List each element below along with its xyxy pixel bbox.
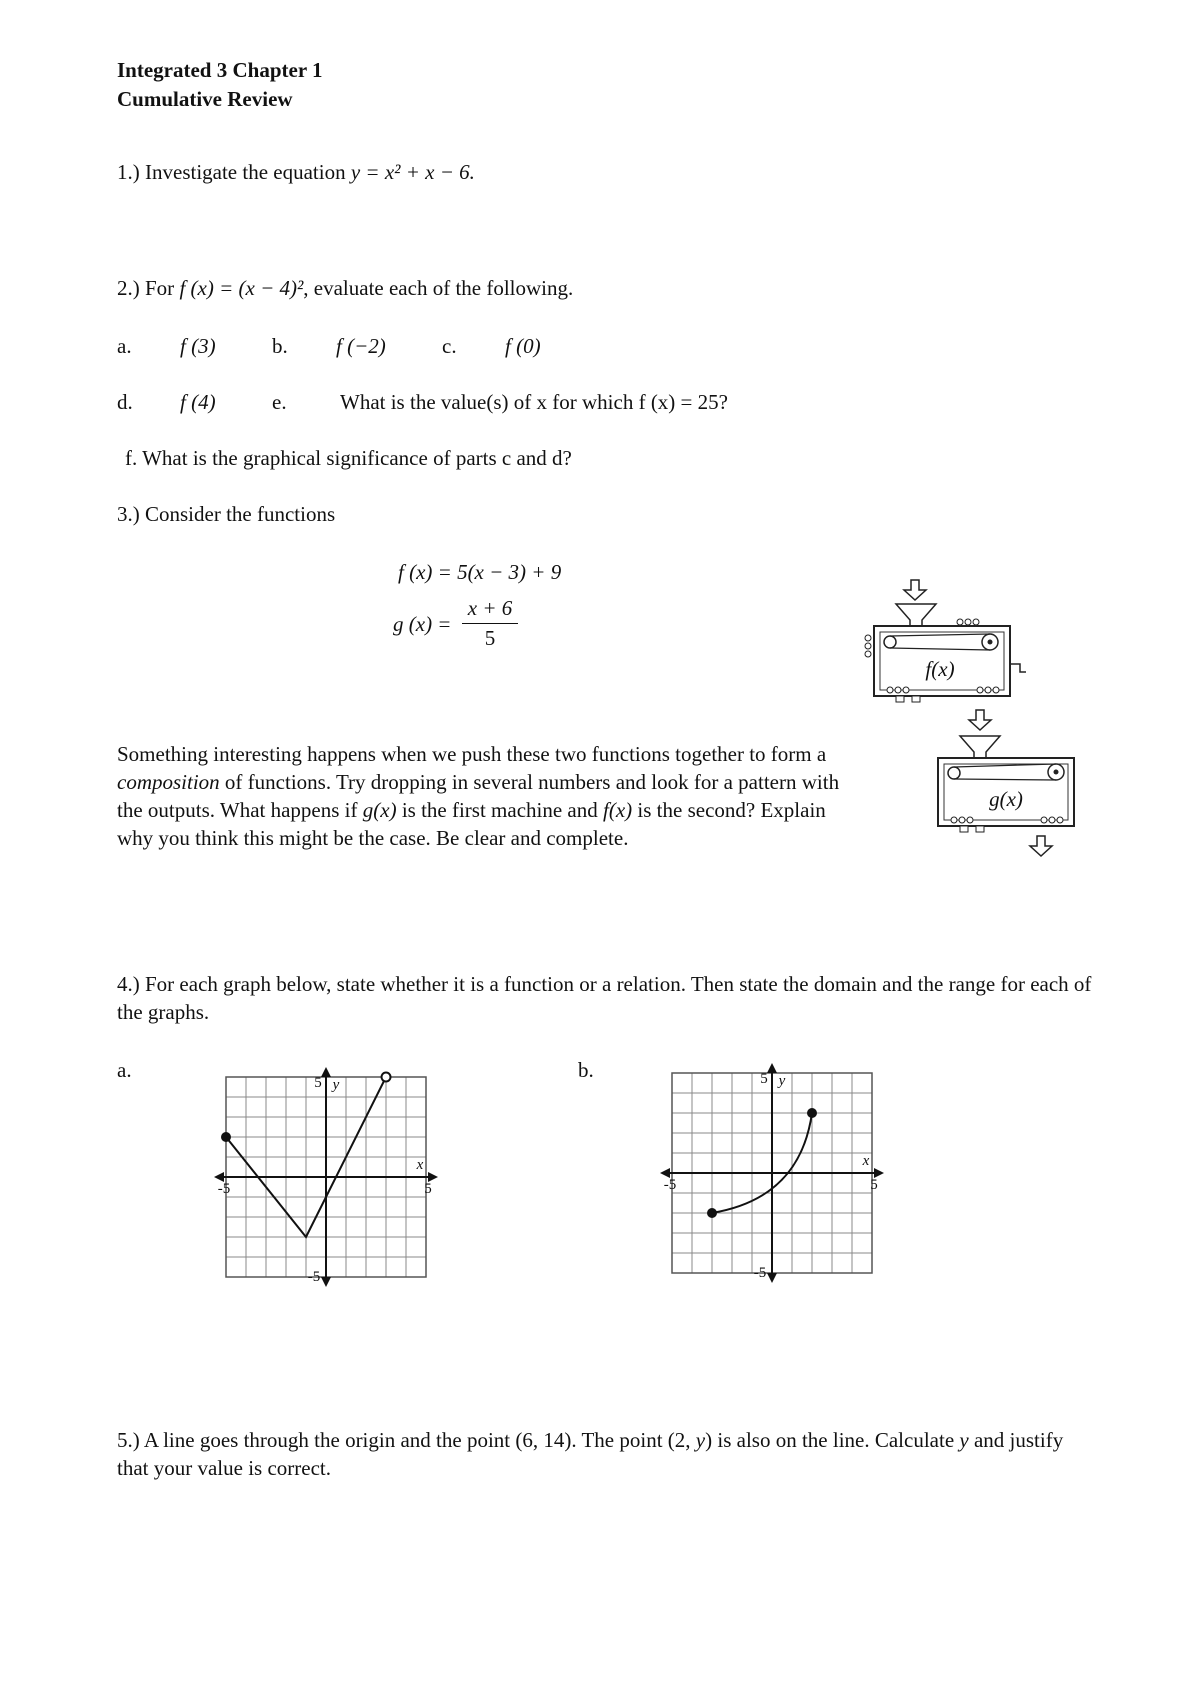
y-min-label: -5 [753,1265,767,1281]
machine-f [865,619,1026,702]
arrow-up-icon [321,1067,331,1077]
q2-part-c: f (0) [505,334,541,358]
q2-part-d-label: d. [117,390,133,414]
input-arrow-icon [904,580,926,600]
q2-intro-pre: For [145,276,175,300]
closed-point [807,1108,817,1118]
closed-point [707,1208,717,1218]
page-subtitle: Cumulative Review [117,87,293,111]
q5-number: 5.) [117,1428,140,1452]
x-max-label: 5 [424,1181,432,1197]
q3-g-denominator: 5 [484,626,496,651]
q1-number: 1.) [117,160,140,184]
q2-part-c-label: c. [442,334,457,358]
q3-para-1: Something interesting happens when we push these two functions together to form a [117,742,827,766]
q3-para-g: g(x) [362,798,397,822]
x-axis-label: x [416,1157,424,1173]
q2-part-b-label: b. [272,334,288,358]
q2-part-b: f (−2) [336,334,386,358]
q3-g-lhs: g (x) = [393,612,452,636]
q1-equation: y = x² + x − 6. [350,160,475,184]
y-max-label: 5 [760,1071,768,1087]
q3-para-em: composition [117,770,220,794]
q2-intro-post: , evaluate each of the following. [303,276,574,300]
q5-y: y [695,1428,706,1452]
fraction-bar [462,623,518,624]
question-5 [117,1426,1097,1482]
q2-part-a: f (3) [180,334,216,358]
arrow-down-icon [767,1273,777,1283]
q3-paragraph [117,740,847,852]
q4-text: For each graph below, state whether it is a function or a relation. Then state the domain and the range for each of the graphs. [117,972,1092,1024]
q2-part-a-label: a. [117,334,132,358]
x-min-label: -5 [663,1177,677,1193]
question-1 [117,160,475,185]
machine-f-label: f(x) [925,657,955,681]
q3-number: 3.) [117,502,140,526]
q5-text-3: and justify that your value is correct. [117,1428,1064,1480]
y-min-label: -5 [307,1269,321,1285]
graph-a-label: a. [117,1058,132,1082]
middle-arrow-icon [969,710,991,730]
function-machines-illustration [860,576,1090,866]
graph-b-label: b. [578,1058,594,1082]
graph-a [210,1065,470,1295]
graph-curve [712,1113,812,1213]
y-axis-label: y [332,1077,340,1093]
q4-number: 4.) [117,972,140,996]
hopper-g-icon [960,736,1000,758]
x-min-label: -5 [217,1181,231,1197]
q2-part-e-label: e. [272,390,287,414]
q1-text: Investigate the equation [145,160,346,184]
output-arrow-icon [1030,836,1052,856]
q5-text-2: ) is also on the line. Calculate [705,1428,955,1452]
q5-text-1: A line goes through the origin and the point (6, 14). The point (2, [143,1428,691,1452]
closed-point [221,1132,231,1142]
arrow-down-icon [321,1277,331,1287]
open-point [382,1073,391,1082]
hopper-f-icon [896,604,936,626]
q3-intro: Consider the functions [145,502,336,526]
question-3 [117,502,335,527]
x-axis-label: x [862,1153,870,1169]
q3-f-definition: f (x) = 5(x − 3) + 9 [398,560,562,584]
q2-number: 2.) [117,276,140,300]
question-4 [117,970,1097,1026]
q2-part-e: What is the value(s) of x for which f (x) = 25? [340,390,728,414]
machine-g [938,758,1074,832]
q3-para-f: f(x) [603,798,633,822]
q3-g-fraction [462,596,518,651]
q3-para-3: is the first machine and [401,798,598,822]
q2-part-d: f (4) [180,390,216,414]
y-max-label: 5 [314,1075,322,1091]
x-max-label: 5 [870,1177,878,1193]
page-title: Integrated 3 Chapter 1 [117,58,323,82]
q3-g-numerator: x + 6 [467,596,513,620]
q3-para-4: is the second? Explain why you think this might be the case. Be clear and complete. [117,798,826,850]
q5-y2: y [959,1428,969,1452]
q3-para-2: of functions. Try dropping in several numbers and look for a pattern with the outputs. What happens if [117,770,840,822]
machine-g-label: g(x) [989,787,1023,811]
q2-part-f: f. What is the graphical significance of parts c and d? [125,446,572,470]
q2-function: f (x) = (x − 4)² [179,276,304,300]
arrow-up-icon [767,1063,777,1073]
graph-b [656,1061,916,1291]
question-2 [117,276,573,301]
y-axis-label: y [778,1073,786,1089]
